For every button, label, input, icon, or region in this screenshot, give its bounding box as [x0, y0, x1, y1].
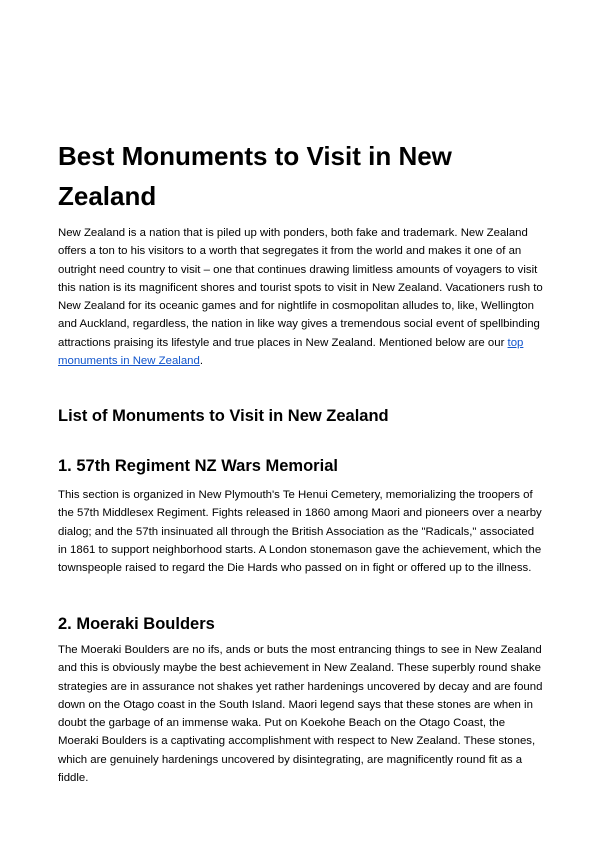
section-heading-moeraki-boulders: 2. Moeraki Boulders: [58, 615, 215, 633]
intro-end: .: [199, 355, 203, 368]
top-monuments-link[interactable]: top monuments in New Zealand: [58, 336, 524, 368]
intro-text: New Zealand is a nation that is piled up with ponders, both fake and trademark. New Zealand offers a ton to his visitors to a worth that segregates it from the world and makes it one of an outright need country to visit – one that continues drawing limitless amounts of voyagers to visit this nation is its magnificent shores and tourist spots to visit in New Zealand. Vacationers rush to New Zealand for its oceanic games and for nightlife in cosmopolitan alludes to, like, Wellington and Auckland, regardless, the nation in like way gives a tremendous social event of spellbinding attractions praising its lifestyle and true places in New Zealand. Mentioned below are our: [58, 227, 543, 349]
list-heading: List of Monuments to Visit in New Zealand: [58, 407, 389, 425]
section-heading-57th-regiment: 1. 57th Regiment NZ Wars Memorial: [58, 457, 338, 475]
page-title: Best Monuments to Visit in New Zealand: [58, 141, 452, 211]
intro-paragraph: [58, 224, 544, 370]
section-body-moeraki-boulders: The Moeraki Boulders are no ifs, ands or buts the most entrancing things to see in New Zealand and this is obviously maybe the best achievement in New Zealand. These superbly round shake strategies are in assurance not shakes yet rather hardenings uncovered by decay and are found down on the Otago coast in the South Island. Maori legend says that these stones are when in doubt the garbage of an immense waka. Put on Koekohe Beach on the Otago Coast, the Moeraki Boulders is a captivating accomplishment with respect to New Zealand. These stones, which are genuinely hardenings uncovered by disintegrating, are magnificently round fit as a fiddle.: [58, 644, 543, 785]
section-body-57th-regiment: This section is organized in New Plymouth's Te Henui Cemetery, memorializing the troopers of the 57th Middlesex Regiment. Fights released in 1860 among Maori and pioneers over a nearby dialog; and the 57th insinuated all through the British Association as the "Radicals," associated in 1861 to support neighborhood starts. A London stonemason gave the achievement, which the townspeople raised to regard the Die Hards who passed on in fight or offered up to the illness.: [58, 489, 542, 575]
